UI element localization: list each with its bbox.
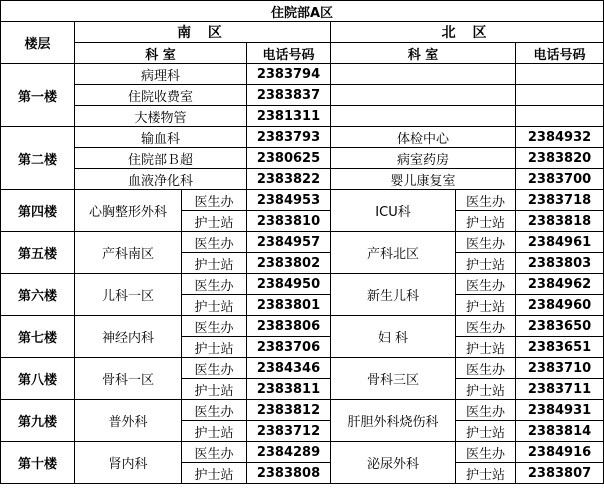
south-nurse-phone: 2383706: [247, 337, 331, 358]
south-doctor-label: 医生办: [182, 316, 247, 337]
south-doctor-label: 医生办: [182, 400, 247, 421]
north-doctor-label: 医生办: [456, 400, 516, 421]
table-row: [1, 358, 604, 379]
south-doctor-phone: 2384289: [247, 442, 331, 463]
north-nurse-label: 护士站: [456, 379, 516, 400]
south-dept-cell: 骨科一区: [75, 358, 182, 400]
table-row: [1, 232, 604, 253]
north-nurse-label: 护士站: [456, 337, 516, 358]
north-phone-cell: 2383820: [516, 148, 604, 169]
north-doctor-phone: 2383718: [516, 190, 604, 211]
south-dept-header: 科 室: [75, 43, 247, 64]
north-phone-cell: 2383700: [516, 169, 604, 190]
south-phone-cell: 2380625: [247, 148, 331, 169]
north-nurse-label: 护士站: [456, 253, 516, 274]
table-row: [1, 316, 604, 337]
south-phone-cell: 2383822: [247, 169, 331, 190]
north-doctor-phone: 2384916: [516, 442, 604, 463]
table-row: [1, 64, 604, 85]
north-nurse-label: 护士站: [456, 295, 516, 316]
north-phone-header: 电话号码: [516, 43, 604, 64]
north-dept-cell: 产科北区: [331, 232, 456, 274]
south-dept-cell: 产科南区: [75, 232, 182, 274]
north-dept-cell: 骨科三区: [331, 358, 456, 400]
north-doctor-label: 医生办: [456, 358, 516, 379]
south-nurse-phone: 2383811: [247, 379, 331, 400]
south-nurse-phone: 2383801: [247, 295, 331, 316]
north-nurse-phone: 2383818: [516, 211, 604, 232]
floor-label: 第五楼: [1, 232, 75, 274]
floor-label: 第七楼: [1, 316, 75, 358]
north-nurse-label: 护士站: [456, 463, 516, 484]
north-phone-cell: [516, 106, 604, 127]
south-dept-cell: 儿科一区: [75, 274, 182, 316]
south-nurse-label: 护士站: [182, 463, 247, 484]
north-phone-cell: [516, 85, 604, 106]
north-dept-cell: 妇 科: [331, 316, 456, 358]
south-phone-cell: 2383794: [247, 64, 331, 85]
south-nurse-phone: 2383712: [247, 421, 331, 442]
table-row: [1, 169, 604, 190]
south-dept-cell: 神经内科: [75, 316, 182, 358]
south-zone-header: 南 区: [75, 22, 331, 43]
north-nurse-phone: 2383814: [516, 421, 604, 442]
table-row: [1, 274, 604, 295]
south-dept-cell: 住院收费室: [75, 85, 247, 106]
south-nurse-label: 护士站: [182, 337, 247, 358]
table-row: [1, 106, 604, 127]
south-doctor-phone: 2384346: [247, 358, 331, 379]
south-doctor-label: 医生办: [182, 358, 247, 379]
south-nurse-label: 护士站: [182, 211, 247, 232]
north-nurse-phone: 2383711: [516, 379, 604, 400]
south-dept-cell: 大楼物管: [75, 106, 247, 127]
south-doctor-label: 医生办: [182, 190, 247, 211]
floor-label: 第二楼: [1, 127, 75, 190]
north-nurse-label: 护士站: [456, 211, 516, 232]
north-dept-cell: 体检中心: [331, 127, 516, 148]
south-phone-cell: 2383793: [247, 127, 331, 148]
north-doctor-label: 医生办: [456, 316, 516, 337]
south-dept-cell: 普外科: [75, 400, 182, 442]
floor-label: 第十楼: [1, 442, 75, 484]
table-row: [1, 148, 604, 169]
north-nurse-phone: 2383803: [516, 253, 604, 274]
north-dept-cell: [331, 85, 516, 106]
north-doctor-phone: 2384961: [516, 232, 604, 253]
north-doctor-phone: 2384931: [516, 400, 604, 421]
south-nurse-phone: 2383808: [247, 463, 331, 484]
north-dept-cell: 婴儿康复室: [331, 169, 516, 190]
south-doctor-label: 医生办: [182, 442, 247, 463]
north-dept-cell: 新生儿科: [331, 274, 456, 316]
south-doctor-label: 医生办: [182, 232, 247, 253]
south-dept-cell: 病理科: [75, 64, 247, 85]
south-nurse-label: 护士站: [182, 295, 247, 316]
floor-header: 楼层: [1, 22, 75, 64]
north-nurse-phone: 2383651: [516, 337, 604, 358]
table-row: [1, 127, 604, 148]
south-nurse-label: 护士站: [182, 253, 247, 274]
south-dept-cell: 肾内科: [75, 442, 182, 484]
south-doctor-phone: 2383806: [247, 316, 331, 337]
north-nurse-label: 护士站: [456, 421, 516, 442]
south-doctor-phone: 2384950: [247, 274, 331, 295]
south-nurse-phone: 2383810: [247, 211, 331, 232]
south-doctor-phone: 2384957: [247, 232, 331, 253]
table-title: 住院部A区: [1, 1, 604, 22]
south-phone-cell: 2381311: [247, 106, 331, 127]
north-phone-cell: [516, 64, 604, 85]
floor-label: 第四楼: [1, 190, 75, 232]
south-doctor-phone: 2384953: [247, 190, 331, 211]
north-dept-cell: 病室药房: [331, 148, 516, 169]
north-dept-cell: ICU科: [331, 190, 456, 232]
south-dept-cell: 心胸整形外科: [75, 190, 182, 232]
north-dept-header: 科 室: [331, 43, 516, 64]
south-nurse-phone: 2383802: [247, 253, 331, 274]
north-dept-cell: 泌尿外科: [331, 442, 456, 484]
north-doctor-label: 医生办: [456, 190, 516, 211]
south-nurse-label: 护士站: [182, 379, 247, 400]
north-dept-cell: 肝胆外科烧伤科: [331, 400, 456, 442]
north-doctor-label: 医生办: [456, 442, 516, 463]
floor-label: 第九楼: [1, 400, 75, 442]
table-row: [1, 400, 604, 421]
north-dept-cell: [331, 106, 516, 127]
south-dept-cell: 住院部Ｂ超: [75, 148, 247, 169]
floor-label: 第一楼: [1, 64, 75, 127]
north-nurse-phone: 2383807: [516, 463, 604, 484]
table-row: [1, 85, 604, 106]
north-zone-header: 北 区: [331, 22, 604, 43]
table-row: [1, 442, 604, 463]
north-doctor-label: 医生办: [456, 232, 516, 253]
south-dept-cell: 血液净化科: [75, 169, 247, 190]
north-doctor-phone: 2383650: [516, 316, 604, 337]
floor-label: 第八楼: [1, 358, 75, 400]
north-doctor-phone: 2383710: [516, 358, 604, 379]
south-phone-header: 电话号码: [247, 43, 331, 64]
north-doctor-label: 医生办: [456, 274, 516, 295]
south-dept-cell: 输血科: [75, 127, 247, 148]
table-row: [1, 190, 604, 211]
south-doctor-label: 医生办: [182, 274, 247, 295]
north-phone-cell: 2384932: [516, 127, 604, 148]
floor-label: 第六楼: [1, 274, 75, 316]
south-phone-cell: 2383837: [247, 85, 331, 106]
north-nurse-phone: 2384960: [516, 295, 604, 316]
south-doctor-phone: 2383812: [247, 400, 331, 421]
north-doctor-phone: 2384962: [516, 274, 604, 295]
north-dept-cell: [331, 64, 516, 85]
south-nurse-label: 护士站: [182, 421, 247, 442]
